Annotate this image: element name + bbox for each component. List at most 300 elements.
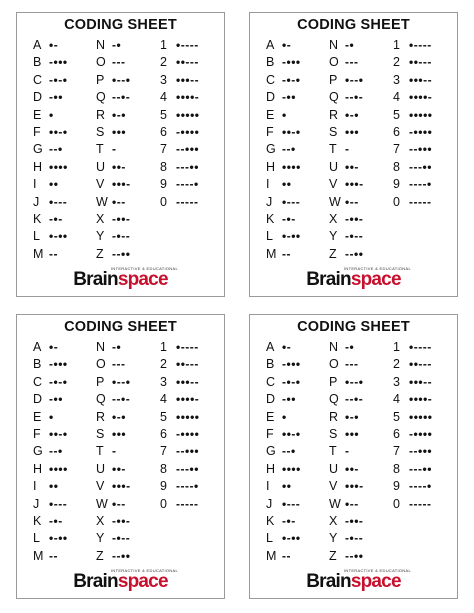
morse-code: --•• bbox=[345, 548, 364, 563]
character-label: H bbox=[266, 159, 276, 174]
code-row bbox=[329, 89, 364, 106]
character-label: S bbox=[96, 426, 105, 441]
morse-code: ••• bbox=[345, 124, 360, 139]
code-row bbox=[96, 548, 131, 565]
character-label: F bbox=[266, 124, 274, 139]
character-label: C bbox=[266, 374, 276, 389]
morse-code: -••• bbox=[282, 357, 301, 372]
code-row bbox=[160, 89, 200, 106]
code-row bbox=[329, 496, 364, 513]
character-label: 8 bbox=[393, 461, 400, 476]
code-row bbox=[329, 228, 364, 245]
morse-code: ----- bbox=[409, 194, 432, 209]
sheet-title: CODING SHEET bbox=[64, 319, 177, 335]
character-label: F bbox=[33, 426, 41, 441]
character-label: W bbox=[96, 194, 108, 209]
morse-code: -•-- bbox=[345, 531, 364, 546]
character-label: 4 bbox=[393, 90, 400, 105]
character-label: J bbox=[266, 496, 273, 511]
code-row bbox=[96, 246, 131, 263]
character-label: L bbox=[33, 229, 40, 244]
character-label: 4 bbox=[160, 392, 167, 407]
character-label: 8 bbox=[393, 159, 400, 174]
character-label: C bbox=[266, 72, 276, 87]
character-label: N bbox=[329, 38, 339, 52]
morse-code: •-• bbox=[112, 409, 126, 424]
character-label: M bbox=[266, 548, 277, 563]
code-row bbox=[96, 356, 131, 373]
character-label: S bbox=[329, 124, 338, 139]
morse-code: -•-• bbox=[282, 374, 301, 389]
letters-a-m-column bbox=[33, 37, 68, 263]
code-row bbox=[96, 339, 131, 356]
code-row bbox=[329, 426, 364, 443]
code-row bbox=[96, 89, 131, 106]
brand-logo bbox=[250, 266, 457, 290]
character-label: D bbox=[266, 90, 276, 105]
brand-name-part1: Brain bbox=[306, 269, 351, 290]
morse-code: •-• bbox=[345, 409, 359, 424]
code-row bbox=[266, 141, 301, 158]
code-row bbox=[393, 54, 433, 71]
morse-code: -••- bbox=[112, 513, 131, 528]
brand-logo bbox=[250, 568, 457, 592]
morse-code: -- bbox=[49, 246, 58, 261]
character-label: K bbox=[266, 211, 275, 226]
code-row bbox=[266, 176, 301, 193]
code-row bbox=[96, 426, 131, 443]
character-label: R bbox=[329, 107, 339, 122]
morse-code: -- bbox=[282, 246, 291, 261]
morse-code: ••••- bbox=[409, 90, 433, 105]
character-label: 5 bbox=[160, 409, 167, 424]
code-row bbox=[33, 426, 68, 443]
code-row bbox=[329, 211, 364, 228]
character-label: 0 bbox=[393, 496, 400, 511]
morse-code: •--• bbox=[112, 72, 131, 87]
character-label: 1 bbox=[393, 340, 400, 354]
character-label: J bbox=[266, 194, 273, 209]
code-row bbox=[96, 124, 131, 141]
character-label: W bbox=[329, 496, 341, 511]
morse-code: -•• bbox=[282, 392, 296, 407]
character-label: J bbox=[33, 194, 40, 209]
morse-code: ----- bbox=[409, 496, 432, 511]
morse-code: --•• bbox=[112, 548, 131, 563]
character-label: 6 bbox=[160, 426, 167, 441]
character-label: 2 bbox=[160, 357, 167, 372]
letters-n-z-column bbox=[329, 37, 364, 263]
morse-code: •---- bbox=[409, 340, 432, 354]
morse-code: • bbox=[49, 409, 54, 424]
brand-name-part1: Brain bbox=[73, 269, 118, 290]
character-label: 3 bbox=[160, 72, 167, 87]
character-label: O bbox=[96, 55, 106, 70]
digits-column bbox=[393, 37, 433, 211]
code-row bbox=[160, 443, 200, 460]
code-row bbox=[266, 530, 301, 547]
character-label: D bbox=[266, 392, 276, 407]
code-row bbox=[33, 159, 68, 176]
morse-code: ••••• bbox=[176, 107, 200, 122]
morse-code: --••• bbox=[176, 142, 200, 157]
character-label: X bbox=[96, 211, 105, 226]
character-label: 5 bbox=[160, 107, 167, 122]
morse-code: •••• bbox=[282, 159, 301, 174]
morse-code: -•-- bbox=[112, 531, 131, 546]
morse-code: -•••• bbox=[176, 426, 200, 441]
code-row bbox=[266, 72, 301, 89]
morse-code: ••- bbox=[345, 159, 359, 174]
morse-code: --••• bbox=[409, 444, 433, 459]
code-row bbox=[266, 391, 301, 408]
code-row bbox=[96, 72, 131, 89]
code-row bbox=[33, 339, 68, 356]
morse-code: --- bbox=[112, 357, 126, 372]
character-label: 9 bbox=[393, 177, 400, 192]
character-label: 0 bbox=[160, 496, 167, 511]
character-label: P bbox=[96, 72, 105, 87]
morse-code: ••--- bbox=[176, 55, 199, 70]
morse-code: -• bbox=[345, 340, 355, 354]
morse-code: ••• bbox=[345, 426, 360, 441]
brand-logo bbox=[17, 266, 224, 290]
code-row bbox=[33, 211, 68, 228]
morse-code: - bbox=[345, 444, 350, 459]
brand-name-part2: space bbox=[350, 269, 401, 290]
character-label: Z bbox=[96, 246, 104, 261]
code-row bbox=[393, 496, 433, 513]
morse-code: •---- bbox=[409, 38, 432, 52]
character-label: L bbox=[266, 229, 273, 244]
morse-code: -••- bbox=[112, 211, 131, 226]
morse-code: -•-- bbox=[345, 229, 364, 244]
code-row bbox=[266, 426, 301, 443]
code-row bbox=[160, 72, 200, 89]
code-row bbox=[393, 356, 433, 373]
code-row bbox=[329, 339, 364, 356]
code-row bbox=[393, 443, 433, 460]
morse-code: -•-- bbox=[112, 229, 131, 244]
morse-code: • bbox=[49, 107, 54, 122]
morse-code: •- bbox=[282, 38, 292, 52]
morse-code: •••- bbox=[112, 177, 131, 192]
digits-column bbox=[160, 37, 200, 211]
character-label: H bbox=[33, 159, 43, 174]
morse-code: ••••• bbox=[409, 409, 433, 424]
code-row bbox=[160, 391, 200, 408]
character-label: A bbox=[33, 340, 42, 354]
morse-code: • bbox=[282, 107, 287, 122]
character-label: V bbox=[329, 479, 338, 494]
morse-code: -••• bbox=[282, 55, 301, 70]
code-row bbox=[329, 356, 364, 373]
morse-code: -•-• bbox=[282, 72, 301, 87]
code-row bbox=[160, 426, 200, 443]
code-row bbox=[33, 548, 68, 565]
morse-code: -•• bbox=[49, 90, 63, 105]
code-row bbox=[160, 194, 200, 211]
code-row bbox=[266, 228, 301, 245]
code-row bbox=[33, 54, 68, 71]
morse-code: •• bbox=[282, 479, 292, 494]
code-row bbox=[329, 461, 364, 478]
coding-sheet-card bbox=[16, 12, 225, 297]
code-row bbox=[160, 409, 200, 426]
code-row bbox=[329, 194, 364, 211]
code-row bbox=[160, 124, 200, 141]
character-label: V bbox=[96, 479, 105, 494]
morse-code: - bbox=[112, 142, 117, 157]
character-label: G bbox=[33, 444, 43, 459]
character-label: 1 bbox=[393, 38, 400, 52]
code-row bbox=[329, 124, 364, 141]
morse-code: ••••- bbox=[176, 90, 200, 105]
code-row bbox=[160, 141, 200, 158]
morse-code: --•- bbox=[112, 90, 131, 105]
character-label: Y bbox=[329, 229, 338, 244]
letters-n-z-column bbox=[329, 339, 364, 565]
morse-code: ---•• bbox=[176, 159, 199, 174]
character-label: E bbox=[266, 409, 275, 424]
morse-code: •••• bbox=[49, 159, 68, 174]
character-label: H bbox=[33, 461, 43, 476]
code-row bbox=[329, 159, 364, 176]
morse-code: -••• bbox=[49, 357, 68, 372]
character-label: 9 bbox=[160, 479, 167, 494]
morse-code: ---•• bbox=[409, 159, 432, 174]
character-label: W bbox=[329, 194, 341, 209]
morse-code: •••-- bbox=[176, 72, 200, 87]
letters-a-m-column bbox=[266, 37, 301, 263]
code-row bbox=[160, 176, 200, 193]
code-row bbox=[160, 496, 200, 513]
code-row bbox=[329, 374, 364, 391]
morse-code: -• bbox=[345, 38, 355, 52]
code-row bbox=[329, 513, 364, 530]
morse-code: •-•• bbox=[49, 229, 68, 244]
character-label: B bbox=[266, 357, 275, 372]
letters-n-z-column bbox=[96, 339, 131, 565]
sheet-title: CODING SHEET bbox=[297, 17, 410, 33]
code-row bbox=[329, 37, 364, 54]
character-label: R bbox=[329, 409, 339, 424]
morse-code: •••- bbox=[345, 177, 364, 192]
morse-code: --•- bbox=[112, 392, 131, 407]
code-row bbox=[160, 374, 200, 391]
character-label: S bbox=[96, 124, 105, 139]
morse-code: •--• bbox=[345, 374, 364, 389]
morse-code: •-•• bbox=[282, 229, 301, 244]
character-label: V bbox=[96, 177, 105, 192]
character-label: E bbox=[33, 409, 42, 424]
character-label: Y bbox=[329, 531, 338, 546]
code-row bbox=[393, 409, 433, 426]
character-label: U bbox=[96, 461, 106, 476]
character-label: Y bbox=[96, 531, 105, 546]
brand-name-part2: space bbox=[117, 571, 168, 592]
morse-code: •••-- bbox=[409, 374, 433, 389]
morse-code: •-• bbox=[345, 107, 359, 122]
morse-code: •••-- bbox=[176, 374, 200, 389]
character-label: 6 bbox=[393, 426, 400, 441]
morse-code: •-- bbox=[112, 194, 126, 209]
morse-code: •-- bbox=[112, 496, 126, 511]
character-label: P bbox=[329, 72, 338, 87]
code-row bbox=[266, 548, 301, 565]
code-row bbox=[160, 54, 200, 71]
character-label: E bbox=[266, 107, 275, 122]
code-row bbox=[96, 391, 131, 408]
character-label: 9 bbox=[393, 479, 400, 494]
morse-code: ••••• bbox=[176, 409, 200, 424]
character-label: B bbox=[33, 357, 42, 372]
code-row bbox=[266, 107, 301, 124]
code-row bbox=[96, 107, 131, 124]
character-label: Q bbox=[329, 392, 339, 407]
character-label: 7 bbox=[160, 142, 167, 157]
code-row bbox=[33, 141, 68, 158]
morse-code: •--• bbox=[345, 72, 364, 87]
code-row bbox=[266, 37, 301, 54]
brand-tagline: INTERACTIVE & EDUCATIONAL bbox=[344, 266, 411, 271]
morse-code: -•- bbox=[49, 513, 63, 528]
morse-code: ••-• bbox=[282, 124, 301, 139]
morse-code: •• bbox=[282, 177, 292, 192]
letters-a-m-column bbox=[33, 339, 68, 565]
code-row bbox=[393, 37, 433, 54]
character-label: U bbox=[96, 159, 106, 174]
morse-code: --- bbox=[112, 55, 126, 70]
code-row bbox=[33, 228, 68, 245]
code-row bbox=[329, 246, 364, 263]
character-label: M bbox=[266, 246, 277, 261]
character-label: 1 bbox=[160, 340, 167, 354]
code-row bbox=[33, 176, 68, 193]
morse-code: -••- bbox=[345, 211, 364, 226]
code-row bbox=[393, 391, 433, 408]
character-label: M bbox=[33, 548, 44, 563]
character-label: 5 bbox=[393, 409, 400, 424]
character-label: 3 bbox=[160, 374, 167, 389]
character-label: M bbox=[33, 246, 44, 261]
code-row bbox=[33, 409, 68, 426]
brand-name-part1: Brain bbox=[73, 571, 118, 592]
code-row bbox=[266, 374, 301, 391]
character-label: 8 bbox=[160, 159, 167, 174]
coding-sheet-card bbox=[249, 12, 458, 297]
morse-code: ----• bbox=[409, 479, 432, 494]
character-label: L bbox=[33, 531, 40, 546]
character-label: Q bbox=[96, 392, 106, 407]
character-label: U bbox=[329, 461, 339, 476]
code-row bbox=[160, 107, 200, 124]
character-label: F bbox=[33, 124, 41, 139]
code-row bbox=[33, 443, 68, 460]
morse-code: -- bbox=[49, 548, 58, 563]
morse-code: •- bbox=[49, 340, 59, 354]
code-row bbox=[329, 72, 364, 89]
code-row bbox=[96, 374, 131, 391]
character-label: U bbox=[329, 159, 339, 174]
code-row bbox=[96, 159, 131, 176]
character-label: C bbox=[33, 374, 43, 389]
code-row bbox=[329, 391, 364, 408]
morse-code: •••• bbox=[282, 461, 301, 476]
morse-code: •••-- bbox=[409, 72, 433, 87]
character-label: 0 bbox=[160, 194, 167, 209]
morse-code: -••• bbox=[49, 55, 68, 70]
character-label: E bbox=[33, 107, 42, 122]
character-label: 7 bbox=[393, 142, 400, 157]
character-label: 4 bbox=[393, 392, 400, 407]
code-row bbox=[96, 496, 131, 513]
character-label: G bbox=[33, 142, 43, 157]
code-row bbox=[266, 246, 301, 263]
character-label: I bbox=[266, 177, 270, 192]
morse-code: - bbox=[112, 444, 117, 459]
code-row bbox=[266, 89, 301, 106]
character-label: F bbox=[266, 426, 274, 441]
code-row bbox=[33, 194, 68, 211]
morse-code: ----• bbox=[176, 177, 199, 192]
brand-name-part2: space bbox=[117, 269, 168, 290]
code-row bbox=[160, 478, 200, 495]
code-row bbox=[393, 461, 433, 478]
character-label: G bbox=[266, 444, 276, 459]
code-row bbox=[329, 530, 364, 547]
character-label: A bbox=[33, 38, 42, 52]
code-row bbox=[329, 443, 364, 460]
character-label: 2 bbox=[393, 357, 400, 372]
morse-code: ----• bbox=[176, 479, 199, 494]
morse-code: --•- bbox=[345, 392, 364, 407]
morse-code: •-•• bbox=[49, 531, 68, 546]
character-label: Q bbox=[329, 90, 339, 105]
code-row bbox=[33, 513, 68, 530]
character-label: 0 bbox=[393, 194, 400, 209]
morse-code: -•-• bbox=[49, 374, 68, 389]
code-row bbox=[266, 513, 301, 530]
character-label: R bbox=[96, 409, 106, 424]
morse-code: --••• bbox=[176, 444, 200, 459]
code-row bbox=[96, 513, 131, 530]
character-label: D bbox=[33, 392, 43, 407]
morse-code: ••••• bbox=[409, 107, 433, 122]
morse-code: •---- bbox=[176, 340, 199, 354]
code-row bbox=[160, 461, 200, 478]
code-row bbox=[96, 211, 131, 228]
character-label: A bbox=[266, 38, 275, 52]
character-label: I bbox=[33, 177, 37, 192]
morse-code: --•- bbox=[345, 90, 364, 105]
character-label: T bbox=[96, 444, 104, 459]
character-label: 4 bbox=[160, 90, 167, 105]
code-row bbox=[96, 141, 131, 158]
character-label: K bbox=[266, 513, 275, 528]
code-row bbox=[96, 37, 131, 54]
character-label: P bbox=[96, 374, 105, 389]
code-row bbox=[33, 374, 68, 391]
morse-code: --• bbox=[49, 444, 63, 459]
morse-code: ••••- bbox=[409, 392, 433, 407]
code-row bbox=[96, 54, 131, 71]
morse-code: -• bbox=[112, 38, 122, 52]
character-label: 7 bbox=[393, 444, 400, 459]
code-row bbox=[266, 409, 301, 426]
code-row bbox=[96, 530, 131, 547]
morse-code: •-- bbox=[345, 194, 359, 209]
